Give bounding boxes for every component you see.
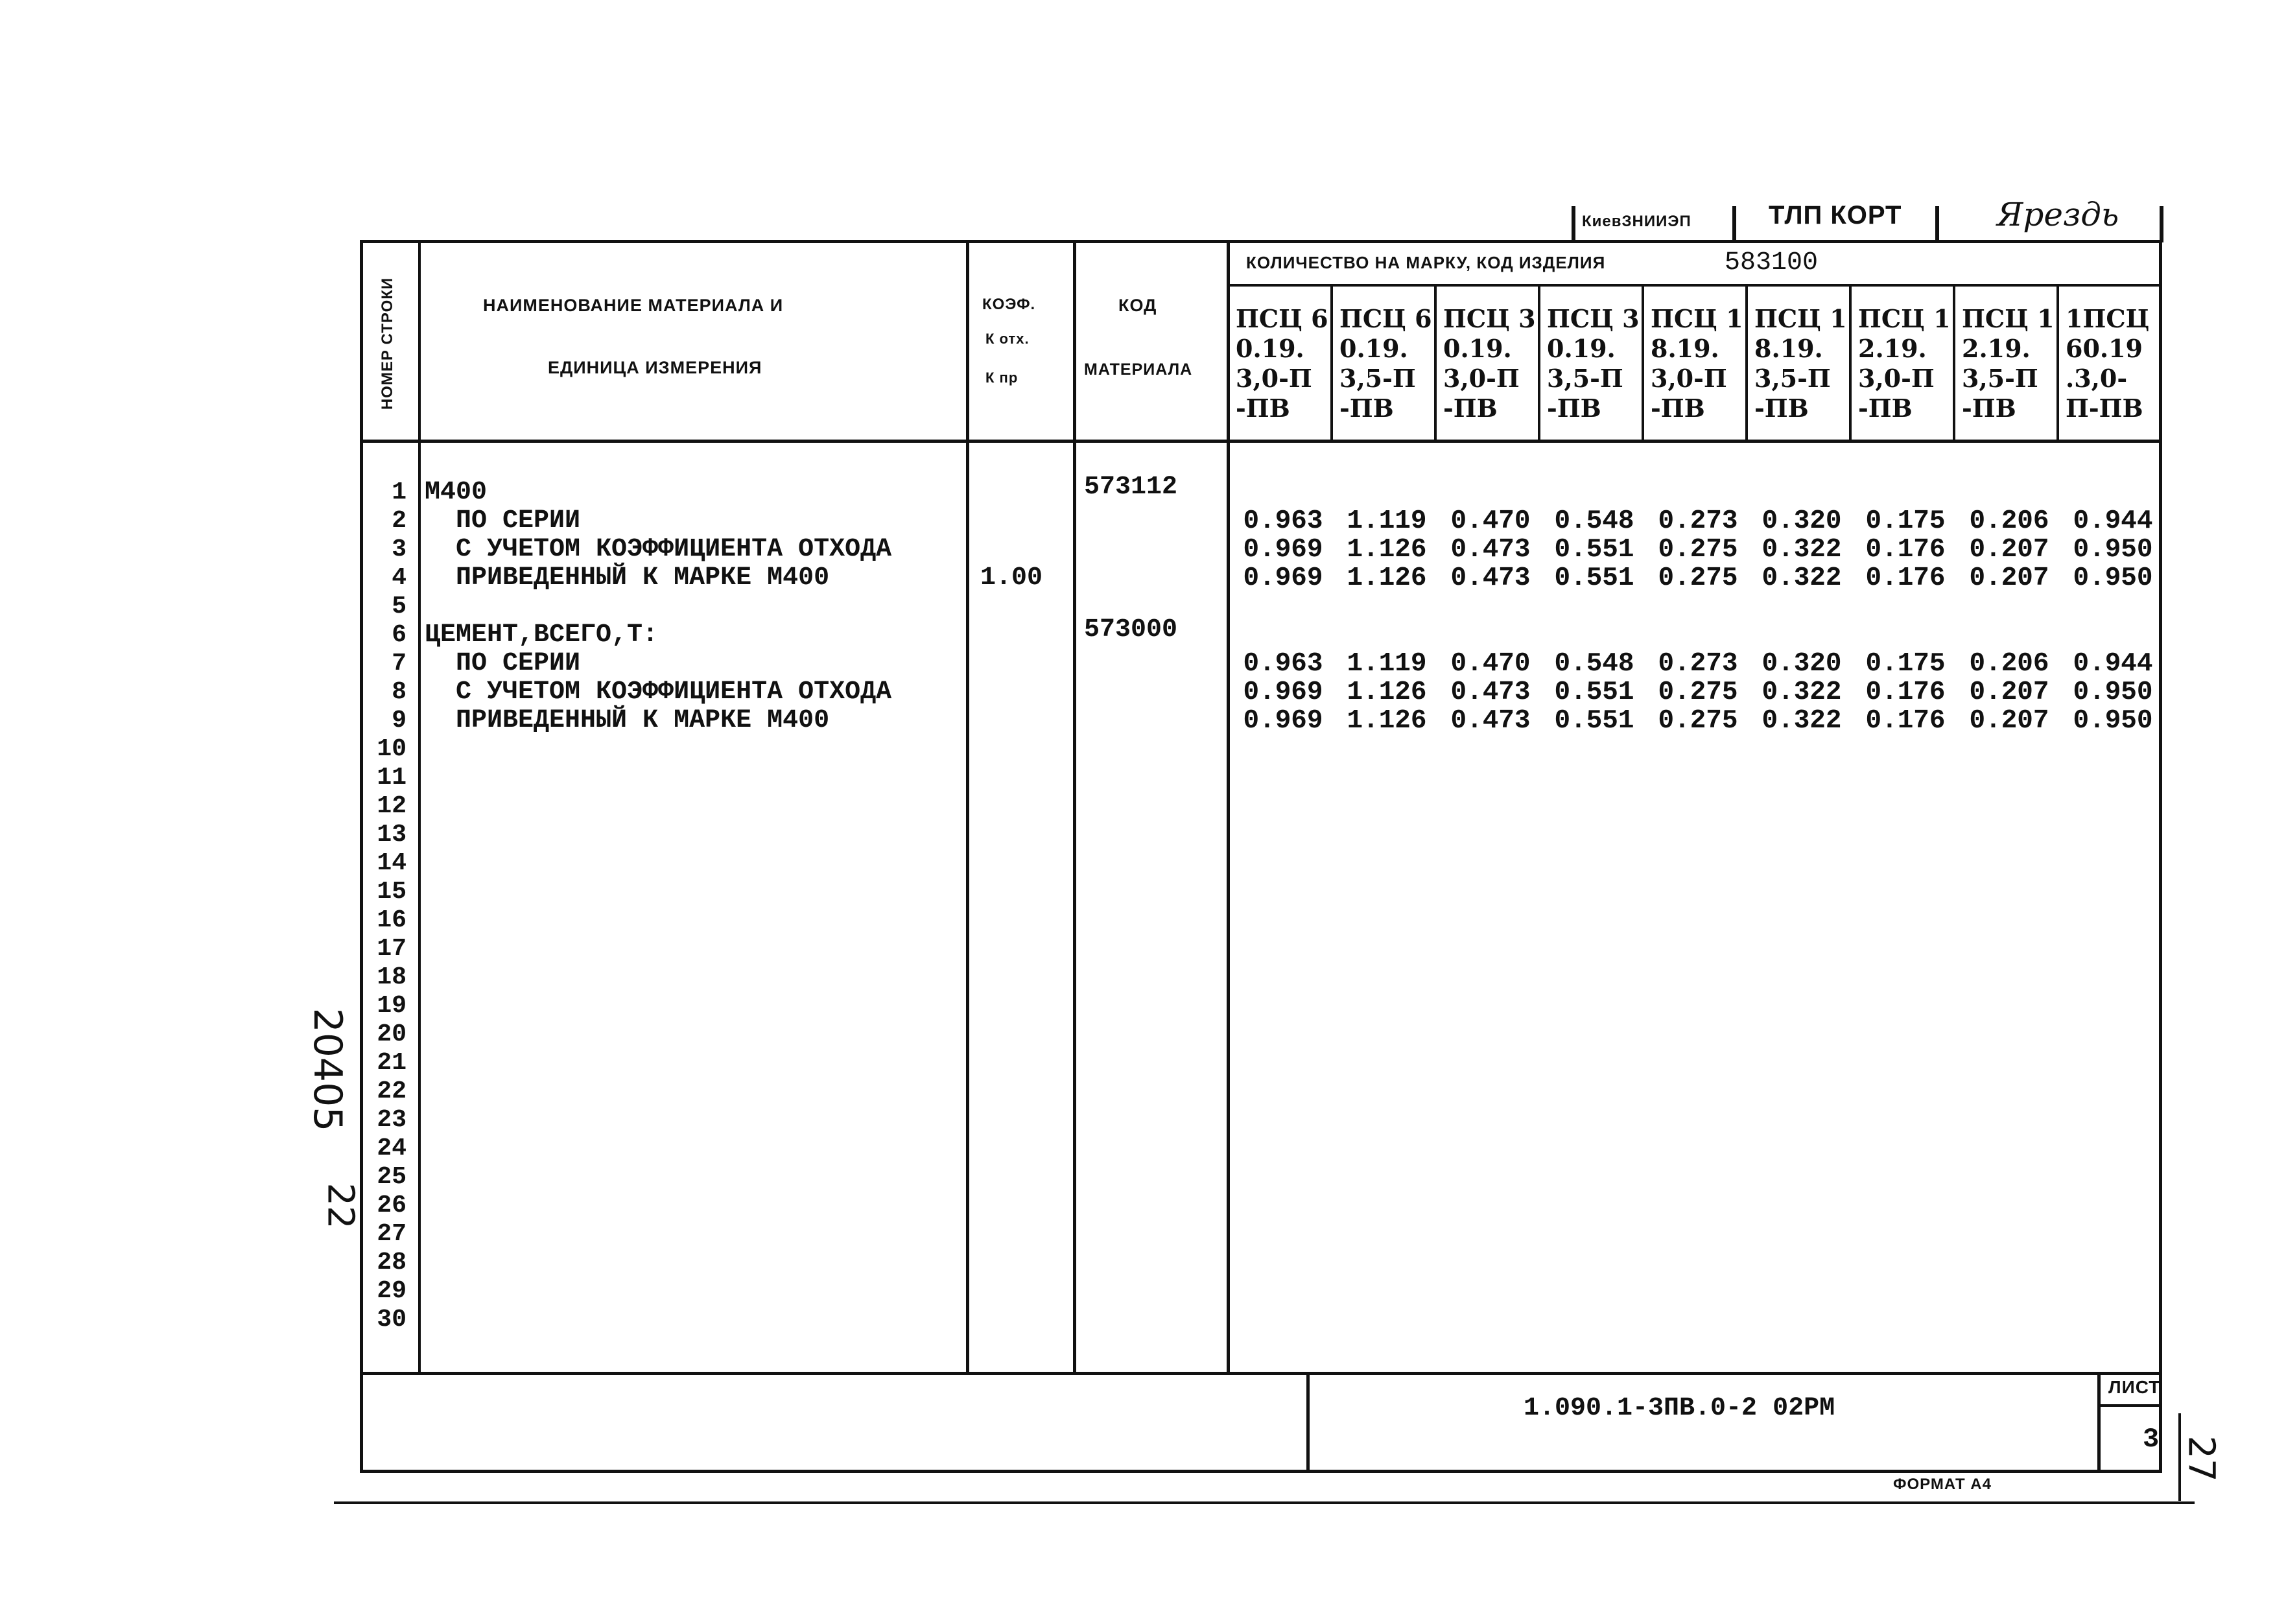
coef-col-line: [1073, 240, 1076, 1374]
quantity-value: 1.126: [1347, 706, 1427, 736]
row-number: 21: [377, 1049, 407, 1077]
quantity-value: 0.473: [1450, 535, 1531, 565]
main-frame: [360, 240, 2162, 1473]
row-number: 24: [377, 1135, 407, 1162]
product-column-header-line: 3,5-П: [1962, 364, 2038, 393]
quantity-label: КОЛИЧЕСТВО НА МАРКУ, КОД ИЗДЕЛИЯ: [1246, 253, 1606, 272]
product-col-sep: [1434, 284, 1437, 441]
quantity-value: 0.176: [1865, 677, 1946, 707]
product-column-header-line: 60.19: [2066, 334, 2143, 363]
row-number: 16: [377, 906, 407, 934]
stamp-divider-2: [1732, 206, 1736, 240]
quantity-value: 0.950: [2073, 563, 2153, 593]
quantity-value: 0.551: [1554, 535, 1634, 565]
quantity-value: 0.275: [1658, 563, 1738, 593]
product-column-header-line: ПСЦ 3: [1547, 304, 1640, 333]
material-name: М400: [425, 478, 488, 507]
product-col-sep: [1642, 284, 1644, 441]
page-mark: 27: [2180, 1435, 2222, 1482]
quantity-value: 0.320: [1762, 506, 1842, 536]
product-col-sep: [1953, 284, 1955, 441]
row-number: 9: [392, 707, 407, 735]
quantity-value: 0.175: [1865, 649, 1946, 679]
row-number: 2: [392, 507, 407, 535]
code-col-line: [1227, 240, 1230, 1374]
quantity-value: 0.944: [2073, 506, 2153, 536]
side-note-sub: 22: [319, 1183, 362, 1229]
product-col-sep: [1745, 284, 1748, 441]
row-number: 12: [377, 792, 407, 820]
quantity-value: 0.175: [1865, 506, 1946, 536]
product-column-header-line: -ПВ: [1547, 394, 1601, 423]
product-col-sep: [1849, 284, 1852, 441]
quantity-value: 0.473: [1450, 563, 1531, 593]
code-label-2: МАТЕРИАЛА: [1084, 360, 1193, 379]
quantity-value: 0.207: [1969, 563, 2049, 593]
signature: Ярездь: [1997, 196, 2119, 233]
stamp-divider-3: [1935, 206, 1939, 240]
row-number: 5: [392, 593, 407, 620]
coef-label-1: КОЭФ.: [982, 296, 1036, 313]
quantity-value: 0.969: [1243, 563, 1323, 593]
row-number: 14: [377, 849, 407, 877]
quantity-value: 0.176: [1865, 563, 1946, 593]
code-label-1: КОД: [1118, 296, 1157, 315]
quantity-value: 0.275: [1658, 706, 1738, 736]
side-note-main: 20405: [305, 1007, 350, 1132]
header-bottom-line: [360, 440, 2162, 443]
stamp-divider-4: [2160, 206, 2163, 242]
row-number: 11: [377, 764, 407, 792]
material-name: ПО СЕРИИ: [425, 649, 581, 678]
quantity-value: 0.551: [1554, 563, 1634, 593]
product-column-header-line: 2.19.: [1962, 334, 2031, 363]
quantity-value: 0.969: [1243, 677, 1323, 707]
product-col-sep: [2056, 284, 2059, 441]
row-number: 8: [392, 678, 407, 706]
row-number: 26: [377, 1192, 407, 1219]
quantity-value: 0.548: [1554, 649, 1634, 679]
quantity-value: 0.473: [1450, 677, 1531, 707]
quantity-value: 0.963: [1243, 649, 1323, 679]
product-column-header-line: 1ПСЦ: [2066, 304, 2150, 333]
quantity-value: 1.126: [1347, 563, 1427, 593]
product-col-sep: [1538, 284, 1540, 441]
quantity-value: 0.275: [1658, 677, 1738, 707]
material-code: 573000: [1084, 615, 1178, 644]
row-number: 6: [392, 621, 407, 649]
product-column-header-line: ПСЦ 1: [1754, 304, 1847, 333]
quantity-value: 0.320: [1762, 649, 1842, 679]
row-number: 15: [377, 878, 407, 906]
quantity-value: 0.473: [1450, 706, 1531, 736]
row-number: 28: [377, 1249, 407, 1277]
row-number: 13: [377, 821, 407, 849]
material-col-line: [966, 240, 969, 1374]
row-number: 10: [377, 735, 407, 763]
row-number: 1: [392, 478, 407, 506]
coef-label-2: К отх.: [985, 331, 1030, 347]
quantity-value: 0.944: [2073, 649, 2153, 679]
product-column-header-line: 0.19.: [1547, 334, 1616, 363]
quantity-value: 0.470: [1450, 649, 1531, 679]
sheet-label: ЛИСТ: [2108, 1377, 2161, 1397]
product-column-header-line: 3,0-П: [1236, 364, 1312, 393]
material-name: ЦЕМЕНТ,ВСЕГО,Т:: [425, 620, 659, 650]
quantity-value: 0.322: [1762, 706, 1842, 736]
product-column-header-line: 0.19.: [1339, 334, 1408, 363]
product-column-header-line: -ПВ: [1236, 394, 1290, 423]
quantity-value: 0.273: [1658, 506, 1738, 536]
product-code: 583100: [1725, 248, 1819, 277]
product-column-header-line: 0.19.: [1443, 334, 1512, 363]
quantity-value: 0.969: [1243, 535, 1323, 565]
row-number: 3: [392, 535, 407, 563]
sheet-number: 3: [2143, 1424, 2160, 1455]
quantity-value: 0.551: [1554, 706, 1634, 736]
quantity-value: 1.119: [1347, 506, 1427, 536]
product-column-header-line: -ПВ: [1651, 394, 1705, 423]
row-number: 29: [377, 1277, 407, 1305]
product-column-header-line: 3,0-П: [1443, 364, 1520, 393]
product-column-header-line: 8.19.: [1754, 334, 1823, 363]
quantity-value: 0.176: [1865, 535, 1946, 565]
quantity-value: 0.950: [2073, 535, 2153, 565]
product-column-header-line: ПСЦ 6: [1339, 304, 1432, 333]
quantity-value: 0.551: [1554, 677, 1634, 707]
material-name: С УЧЕТОМ КОЭФФИЦИЕНТА ОТХОДА: [425, 677, 892, 707]
stamp-project: ТЛП КОРТ: [1769, 201, 1902, 229]
quantity-label-line: [1227, 284, 2162, 287]
sheet-box-left: [2097, 1372, 2101, 1473]
quantity-value: 0.322: [1762, 535, 1842, 565]
row-number: 23: [377, 1106, 407, 1134]
material-name: ПРИВЕДЕННЫЙ К МАРКЕ М400: [425, 706, 830, 735]
quantity-value: 0.207: [1969, 535, 2049, 565]
quantity-value: 0.950: [2073, 677, 2153, 707]
coefficient-value: 1.00: [980, 563, 1043, 593]
product-column-header-line: П-ПВ: [2066, 394, 2143, 423]
row-number: 18: [377, 963, 407, 991]
product-column-header-line: 3,5-П: [1754, 364, 1831, 393]
material-name-label-2: ЕДИНИЦА ИЗМЕРЕНИЯ: [548, 358, 762, 377]
quantity-value: 0.275: [1658, 535, 1738, 565]
material-code: 573112: [1084, 473, 1178, 502]
row-number: 19: [377, 992, 407, 1020]
footer-top-line: [360, 1372, 2162, 1375]
row-number: 22: [377, 1077, 407, 1105]
footer-divider: [1306, 1372, 1310, 1473]
product-column-header-line: .3,0-: [2066, 364, 2128, 393]
product-column-header-line: -ПВ: [1962, 394, 2016, 423]
stamp-divider-1: [1572, 206, 1575, 240]
material-name: ПО СЕРИИ: [425, 506, 581, 535]
row-number: 7: [392, 650, 407, 677]
product-column-header-line: ПСЦ 6: [1236, 304, 1328, 333]
product-column-header-line: 3,5-П: [1339, 364, 1416, 393]
stamp-org: КиевЗНИИЭП: [1582, 213, 1691, 230]
quantity-value: 0.969: [1243, 706, 1323, 736]
quantity-value: 0.950: [2073, 706, 2153, 736]
quantity-value: 0.322: [1762, 563, 1842, 593]
product-column-header-line: 2.19.: [1858, 334, 1927, 363]
product-column-header-line: 3,0-П: [1651, 364, 1727, 393]
product-column-header-line: -ПВ: [1443, 394, 1498, 423]
quantity-value: 0.322: [1762, 677, 1842, 707]
product-column-header-line: ПСЦ 3: [1443, 304, 1536, 333]
product-column-header-line: ПСЦ 1: [1962, 304, 2055, 333]
product-column-header-line: ПСЦ 1: [1858, 304, 1951, 333]
quantity-value: 1.119: [1347, 649, 1427, 679]
format-label: ФОРМАТ А4: [1893, 1476, 1992, 1493]
quantity-value: 0.548: [1554, 506, 1634, 536]
quantity-value: 1.126: [1347, 677, 1427, 707]
product-column-header-line: -ПВ: [1858, 394, 1913, 423]
quantity-value: 0.207: [1969, 706, 2049, 736]
row-number: 27: [377, 1220, 407, 1248]
row-number: 4: [392, 564, 407, 592]
quantity-value: 0.207: [1969, 677, 2049, 707]
row-number-label: НОМЕР СТРОКИ: [379, 277, 396, 410]
product-column-header-line: -ПВ: [1754, 394, 1809, 423]
quantity-value: 0.206: [1969, 649, 2049, 679]
quantity-value: 0.206: [1969, 506, 2049, 536]
product-column-header-line: ПСЦ 1: [1651, 304, 1743, 333]
product-column-header-line: -ПВ: [1339, 394, 1394, 423]
row-number: 25: [377, 1163, 407, 1191]
quantity-value: 1.126: [1347, 535, 1427, 565]
format-line: [334, 1501, 2195, 1504]
product-column-header-line: 3,5-П: [1547, 364, 1623, 393]
material-name: ПРИВЕДЕННЫЙ К МАРКЕ М400: [425, 563, 830, 593]
product-col-sep: [1330, 284, 1333, 441]
product-column-header-line: 8.19.: [1651, 334, 1719, 363]
material-name: С УЧЕТОМ КОЭФФИЦИЕНТА ОТХОДА: [425, 535, 892, 564]
coef-label-3: К пр: [985, 370, 1019, 386]
quantity-value: 0.176: [1865, 706, 1946, 736]
product-column-header-line: 0.19.: [1236, 334, 1304, 363]
quantity-value: 0.273: [1658, 649, 1738, 679]
rownum-col-line: [418, 240, 421, 1374]
document-code: 1.090.1-3ПВ.0-2 02РМ: [1524, 1394, 1835, 1423]
row-number: 20: [377, 1020, 407, 1048]
quantity-value: 0.470: [1450, 506, 1531, 536]
quantity-value: 0.963: [1243, 506, 1323, 536]
material-name-label-1: НАИМЕНОВАНИЕ МАТЕРИАЛА И: [483, 296, 784, 315]
product-column-header-line: 3,0-П: [1858, 364, 1935, 393]
sheet-label-line: [2097, 1404, 2162, 1407]
row-number: 17: [377, 935, 407, 963]
row-number: 30: [377, 1306, 407, 1334]
